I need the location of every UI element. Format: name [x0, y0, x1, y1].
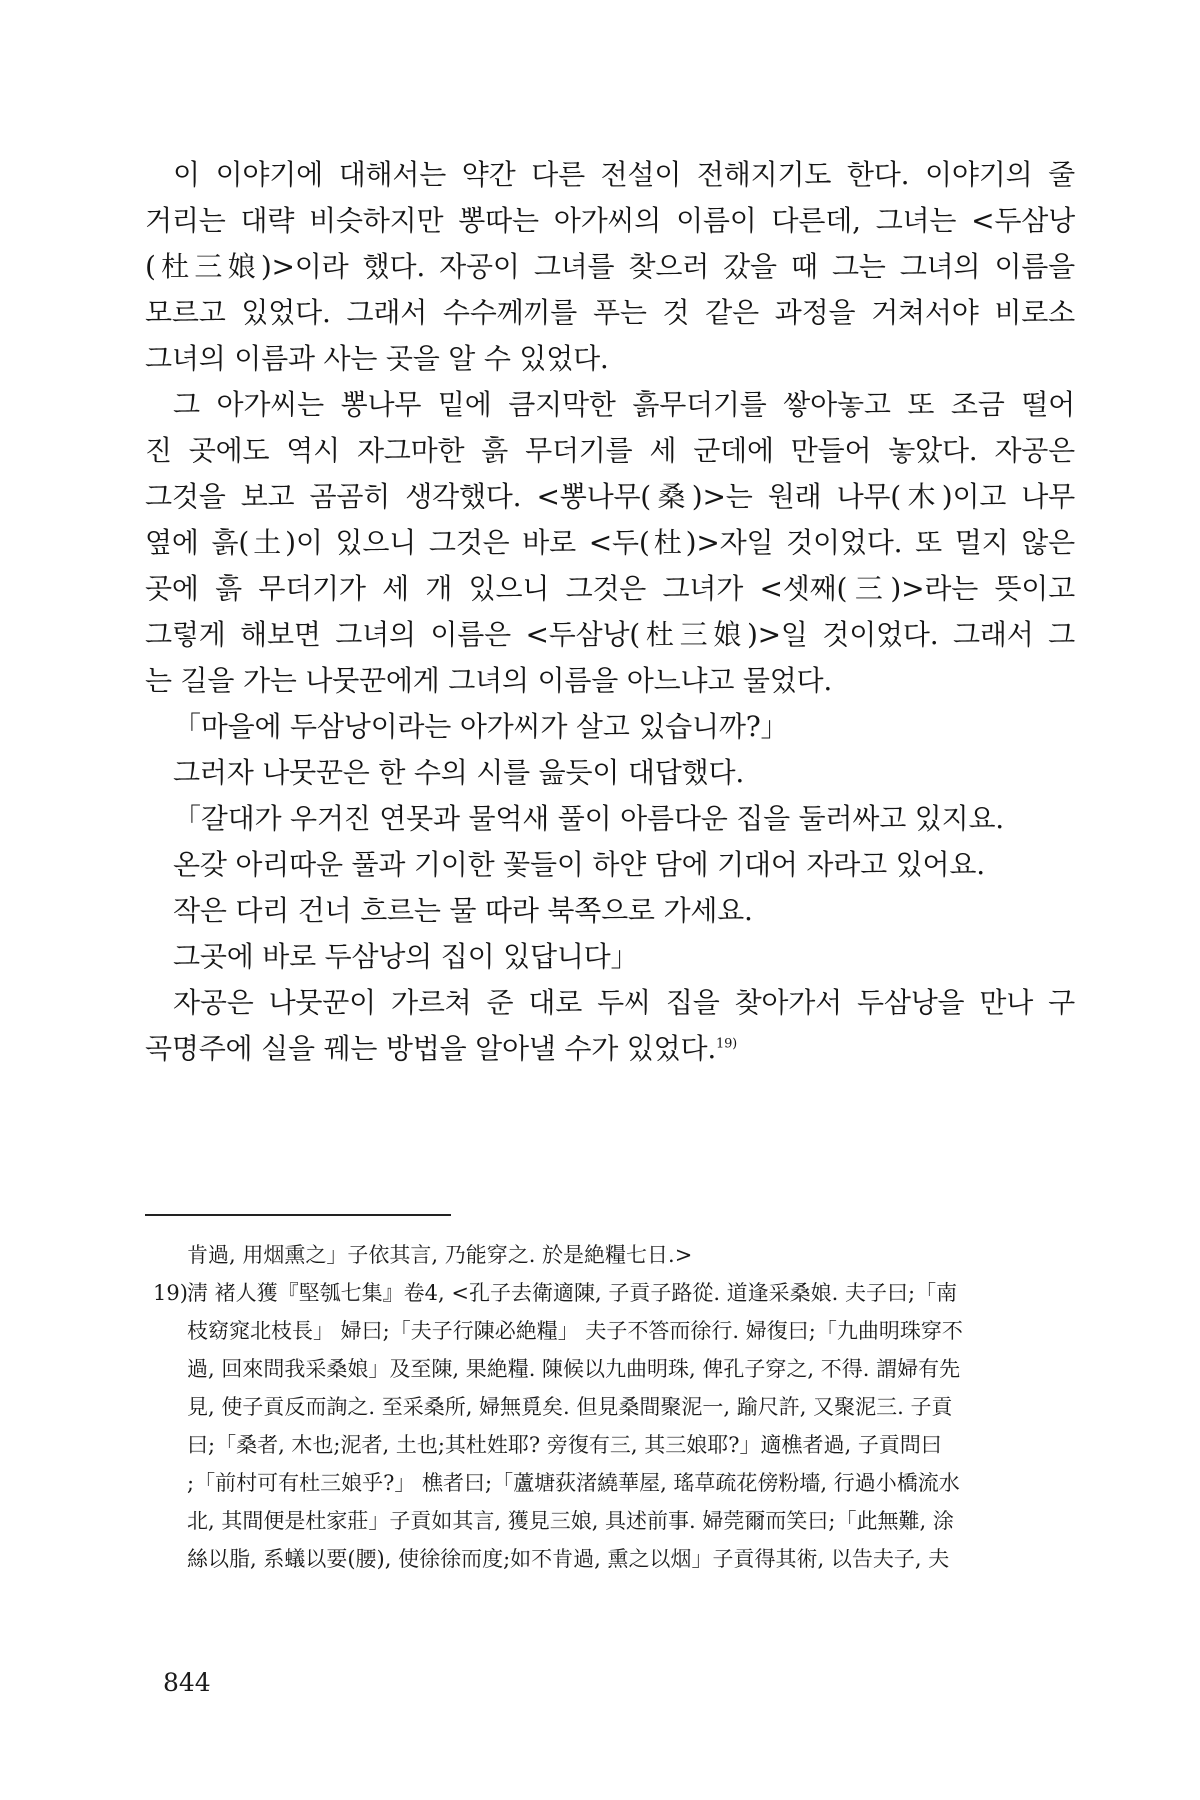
dialogue-line: 「마을에 두삼낭이라는 아가씨가 살고 있습니까?」 [173, 710, 789, 743]
poem-line: 「갈대가 우거진 연못과 물억새 풀이 아름다운 집을 둘러싸고 있지요. [173, 802, 1005, 835]
footnote-marker[interactable]: 19) [716, 1036, 738, 1052]
body-line-text: 곡명주에 실을 꿰는 방법을 알아낼 수가 있었다. [145, 1032, 717, 1065]
body-line: 거리는 대략 비슷하지만 뽕따는 아가씨의 이름이 다른데, 그녀는 <두삼낭 [145, 204, 1075, 237]
footnote-line: 枝窈窕北枝長」 婦曰;「夫子行陳必絶糧」 夫子不答而徐行. 婦復曰;「九曲明珠穿不 [187, 1319, 963, 1343]
footnote-continuation: 肯過, 用烟熏之」子依其言, 乃能穿之. 於是絶糧七日.> [187, 1243, 693, 1267]
footnote-number: 19) [153, 1281, 188, 1305]
footnote-text: 淸 褚人獲『堅瓠七集』卷4, <孔子去衛適陳, 子貢子路從. 道逢采桑娘. 夫子曰;「南 [187, 1281, 958, 1305]
body-line: (杜三娘)>이라 했다. 자공이 그녀를 찾으러 갔을 때 그는 그녀의 이름을 [145, 250, 1075, 283]
poem-line: 작은 다리 건너 흐르는 물 따라 북쪽으로 가세요. [173, 894, 753, 927]
footnote-line [145, 1274, 1075, 1312]
body-line-with-note [145, 1026, 1075, 1072]
body-line: 그것을 보고 곰곰히 생각했다. <뽕나무(桑)>는 원래 나무(木)이고 나무 [145, 480, 1075, 513]
footnote-line: 曰;「桑者, 木也;泥者, 土也;其杜姓耶? 旁復有三, 其三娘耶?」適樵者過, 子貢問曰 [187, 1433, 942, 1457]
body-line: 곳에 흙 무더기가 세 개 있으니 그것은 그녀가 <셋째(三)>라는 뜻이고 [145, 572, 1075, 605]
poem-line: 온갖 아리따운 풀과 기이한 꽃들이 하얀 담에 기대어 자라고 있어요. [173, 848, 985, 881]
body-line: 그러자 나뭇꾼은 한 수의 시를 읊듯이 대답했다. [173, 756, 745, 789]
body-line: 이 이야기에 대해서는 약간 다른 전설이 전해지기도 한다. 이야기의 줄 [173, 158, 1075, 191]
footnote-line: 北, 其間便是杜家莊」子貢如其言, 獲見三娘, 具述前事. 婦莞爾而笑曰;「此無難, 涂 [187, 1509, 954, 1533]
body-line: 자공은 나뭇꾼이 가르쳐 준 대로 두씨 집을 찾아가서 두삼낭을 만나 구 [173, 986, 1075, 1019]
page-number: 844 [163, 1668, 211, 1697]
body-text [145, 152, 1075, 1072]
body-line: 진 곳에도 역시 자그마한 흙 무더기를 세 군데에 만들어 놓았다. 자공은 [145, 434, 1075, 467]
body-line: 그녀의 이름과 사는 곳을 알 수 있었다. [145, 342, 609, 375]
body-line: 그렇게 해보면 그녀의 이름은 <두삼낭(杜三娘)>일 것이었다. 그래서 그 [145, 618, 1075, 651]
footnote-divider [145, 1214, 451, 1216]
body-line: 옆에 흙(土)이 있으니 그것은 바로 <두(杜)>자일 것이었다. 또 멀지 않은 [145, 526, 1075, 559]
body-line: 그 아가씨는 뽕나무 밑에 큼지막한 흙무더기를 쌓아놓고 또 조금 떨어 [173, 388, 1075, 421]
footnote-line: 見, 使子貢反而詢之. 至采桑所, 婦無覓矣. 但見桑間聚泥一, 踰尺許, 又聚泥三. 子貢 [187, 1395, 953, 1419]
body-line: 는 길을 가는 나뭇꾼에게 그녀의 이름을 아느냐고 물었다. [145, 664, 833, 697]
footnotes [145, 1236, 1075, 1578]
footnote-line: 絲以脂, 系蟻以要(腰), 使徐徐而度;如不肯過, 熏之以烟」子貢得其術, 以告夫子, 夫 [187, 1547, 950, 1571]
footnote-line: 過, 回來問我采桑娘」及至陳, 果絶糧. 陳候以九曲明珠, 俾孔子穿之, 不得. 謂婦有先 [187, 1357, 961, 1381]
body-line: 모르고 있었다. 그래서 수수께끼를 푸는 것 같은 과정을 거쳐서야 비로소 [145, 296, 1075, 329]
poem-line: 그곳에 바로 두삼낭의 집이 있답니다」 [173, 940, 639, 973]
footnote-line: ;「前村可有杜三娘乎?」 樵者曰;「蘆塘荻渚繞華屋, 瑤草疏花傍粉墻, 行過小橋流水 [187, 1471, 960, 1495]
